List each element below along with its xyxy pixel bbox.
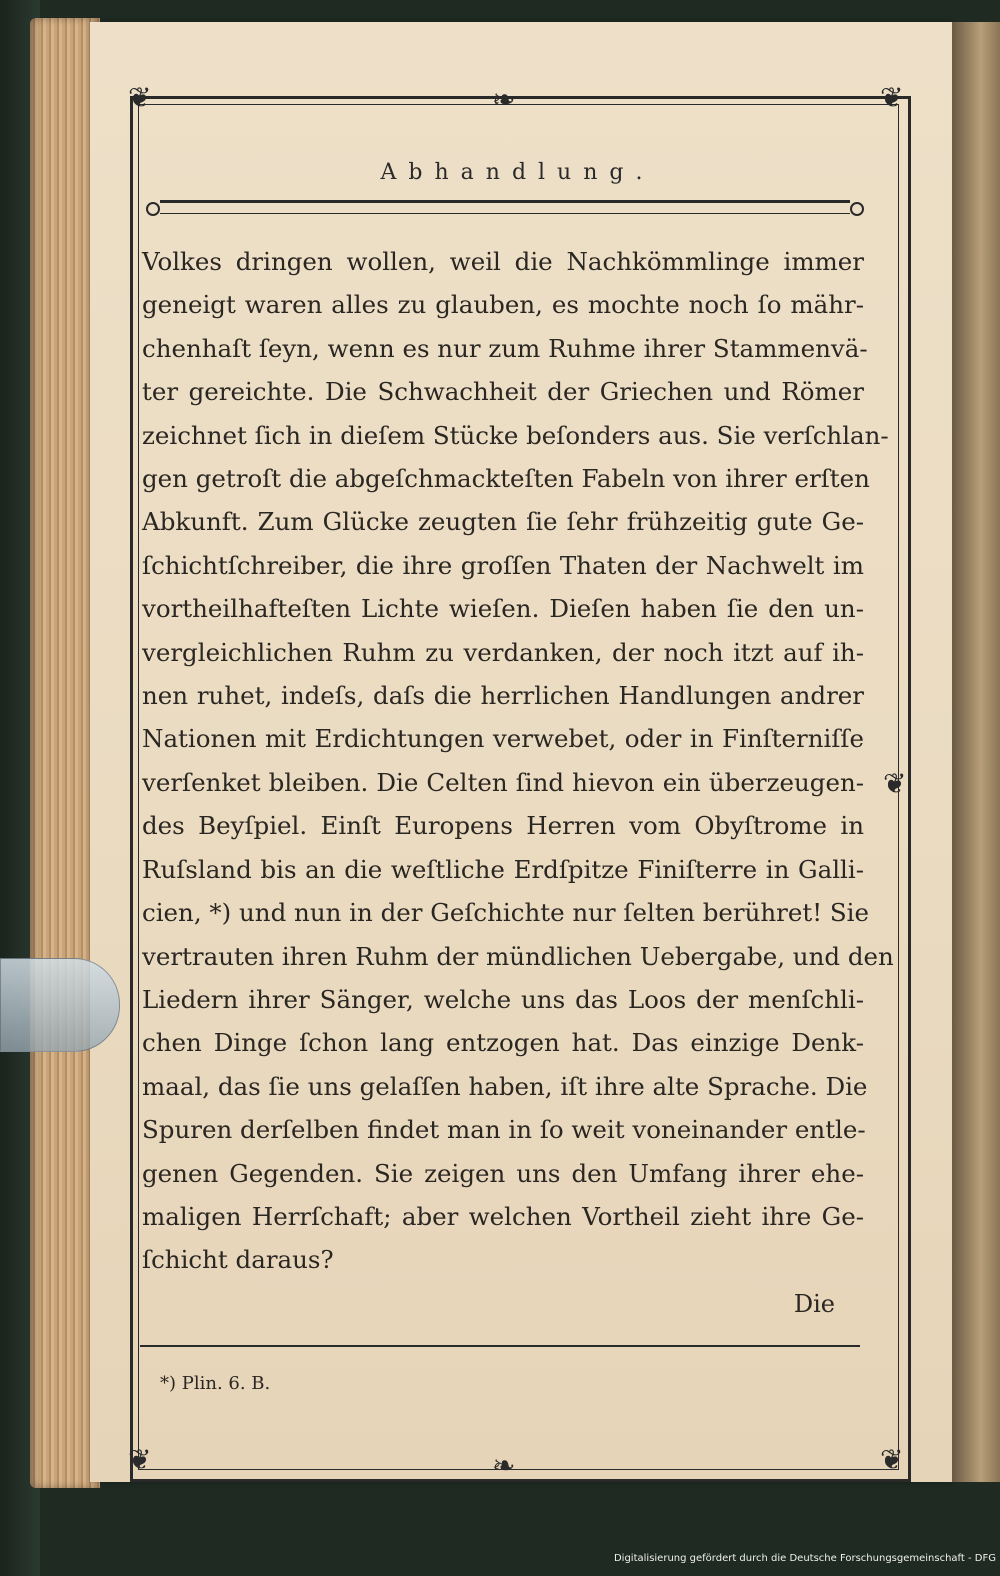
- digitization-credit: Digitalisierung gefördert durch die Deutsche Forschungsgemeinschaft - DFG: [613, 1553, 996, 1564]
- text-line: zeichnet ſich in dieſem Stücke beſonders aus. Sie verſchlan-: [142, 420, 889, 450]
- text-line: genen Gegenden. Sie zeigen uns den Umfang ihrer ehe-: [142, 1158, 864, 1188]
- text-line: vertrauten ihren Ruhm der mündlichen Uebergabe, und den: [142, 941, 894, 971]
- text-line: Liedern ihrer Sänger, welche uns das Loos der menſchli-: [142, 984, 864, 1014]
- text-line: ſchichtſchreiber, die ihre groſſen Thaten der Nachwelt im: [142, 550, 864, 580]
- text-line: Nationen mit Erdichtungen verwebet, oder in Finſterniſſe: [142, 724, 864, 754]
- text-line: Abkunft. Zum Glücke zeugten ſie ſehr frühzeitig gute Ge-: [142, 507, 864, 537]
- text-line: Volkes dringen wollen, weil die Nachkömmlinge immer: [142, 247, 864, 276]
- corner-ornament-icon: ❦: [128, 81, 152, 114]
- top-ornament-icon: ❧: [492, 83, 516, 116]
- page-clip: [0, 958, 120, 1052]
- catchword: Die: [793, 1290, 835, 1318]
- corner-ornament-icon: ❦: [880, 1443, 904, 1476]
- text-line: chen Dinge ſchon lang entzogen hat. Das einzige Denk-: [142, 1028, 864, 1058]
- text-line: ſchicht daraus?: [142, 1245, 334, 1275]
- text-line: cien, *) und nun in der Geſchichte nur ſelten berühret! Sie: [142, 898, 869, 928]
- text-line: maligen Herrſchaft; aber welchen Vortheil zieht ihre Ge-: [142, 1201, 864, 1231]
- text-line: ter gereichte. Die Schwachheit der Griechen und Römer: [142, 377, 864, 407]
- footnote: *) Plin. 6. B.: [160, 1373, 271, 1394]
- text-line: nen ruhet, indeſs, daſs die herrlichen Handlungen andrer: [142, 681, 864, 711]
- facing-page-edge: [952, 22, 1000, 1482]
- corner-ornament-icon: ❦: [128, 1443, 152, 1476]
- side-ornament-icon: ❦: [883, 767, 907, 800]
- text-line: Ruſsland bis an die weſtliche Erdſpitze Finiſterre in Galli-: [142, 854, 864, 884]
- footnote-rule: [140, 1345, 860, 1347]
- text-line: vortheilhafteſten Lichte wieſen. Dieſen haben ſie den un-: [142, 594, 864, 624]
- text-line: Spuren derſelben findet man in ſo weit voneinander entle-: [142, 1115, 866, 1145]
- text-line: verſenket bleiben. Die Celten ſind hievon ein überzeugen-: [142, 767, 864, 797]
- text-line: chenhaſt ſeyn, wenn es nur zum Ruhme ihrer Stammenvä-: [142, 333, 868, 363]
- header-rule: [160, 200, 850, 214]
- text-line: gen getroſt die abgeſchmackteſten Fabeln von ihrer erſten: [142, 464, 870, 494]
- text-line: geneigt waren alles zu glauben, es mochte noch ſo mähr-: [142, 290, 864, 320]
- corner-ornament-icon: ❦: [880, 81, 904, 114]
- running-head: Abhandlung.: [380, 160, 655, 185]
- bottom-ornament-icon: ❧: [492, 1449, 516, 1482]
- text-line: maal, das ſie uns gelaſſen haben, iſt ihre alte Sprache. Die: [142, 1071, 868, 1101]
- text-line: vergleichlichen Ruhm zu verdanken, der noch itzt auf ih-: [142, 637, 864, 667]
- body-text: [142, 240, 894, 1282]
- text-line: des Beyſpiel. Einſt Europens Herren vom Obyſtrome in: [142, 811, 864, 841]
